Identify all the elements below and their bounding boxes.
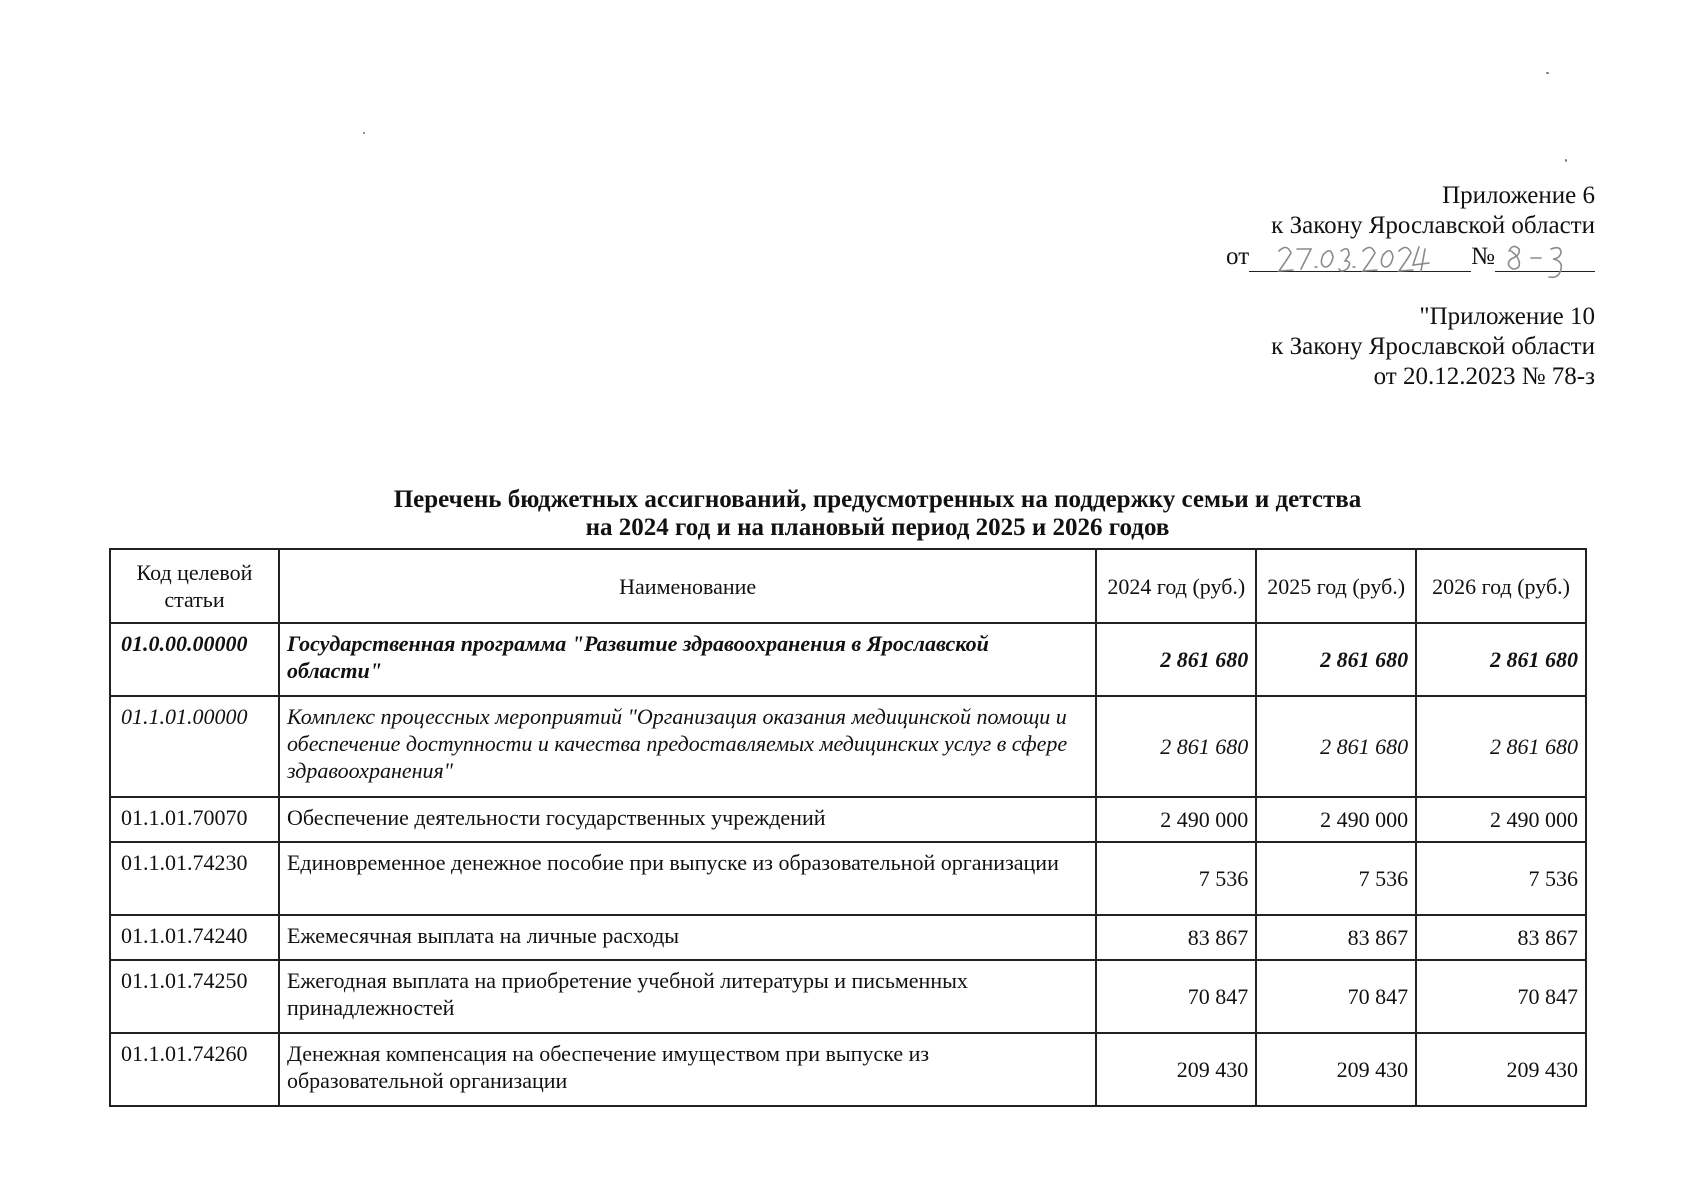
row-value-2024: 2 861 680 bbox=[1096, 623, 1256, 696]
row-code: 01.1.01.70070 bbox=[110, 797, 279, 842]
row-value-2026: 7 536 bbox=[1416, 842, 1586, 915]
row-value-2024: 83 867 bbox=[1096, 915, 1256, 960]
table-row bbox=[110, 696, 1586, 797]
header-name: Наименование bbox=[279, 549, 1096, 623]
header-2024: 2024 год (руб.) bbox=[1096, 549, 1256, 623]
row-value-2025: 2 861 680 bbox=[1256, 696, 1416, 797]
row-value-2025: 7 536 bbox=[1256, 842, 1416, 915]
table-row bbox=[110, 915, 1586, 960]
row-name: Обеспечение деятельности государственных учреждений bbox=[279, 797, 1096, 842]
row-value-2026: 2 490 000 bbox=[1416, 797, 1586, 842]
row-value-2026: 2 861 680 bbox=[1416, 696, 1586, 797]
row-value-2025: 209 430 bbox=[1256, 1033, 1416, 1106]
row-value-2026: 2 861 680 bbox=[1416, 623, 1586, 696]
attachment-law: к Закону Ярославской области bbox=[1271, 212, 1595, 239]
header-2025: 2025 год (руб.) bbox=[1256, 549, 1416, 623]
original-attachment-date: от 20.12.2023 № 78-з bbox=[1373, 363, 1595, 390]
row-value-2024: 7 536 bbox=[1096, 842, 1256, 915]
row-value-2024: 2 490 000 bbox=[1096, 797, 1256, 842]
table-header-row bbox=[110, 549, 1586, 623]
document-title bbox=[0, 486, 1697, 542]
table-row bbox=[110, 797, 1586, 842]
scan-speck bbox=[1565, 159, 1567, 162]
header-code: Код целевой статьи bbox=[110, 549, 279, 623]
document-title-line2: на 2024 год и на плановый период 2025 и 2026 годов bbox=[585, 514, 1170, 541]
table-row bbox=[110, 1033, 1586, 1106]
row-value-2025: 2 861 680 bbox=[1256, 623, 1416, 696]
row-code: 01.1.01.00000 bbox=[110, 696, 279, 797]
original-attachment-title: "Приложение 10 bbox=[1419, 303, 1595, 330]
row-value-2025: 83 867 bbox=[1256, 915, 1416, 960]
row-value-2025: 70 847 bbox=[1256, 960, 1416, 1033]
row-code: 01.0.00.00000 bbox=[110, 623, 279, 696]
row-code: 01.1.01.74240 bbox=[110, 915, 279, 960]
row-value-2026: 209 430 bbox=[1416, 1033, 1586, 1106]
row-code: 01.1.01.74260 bbox=[110, 1033, 279, 1106]
row-name: Денежная компенсация на обеспечение имуществом при выпуске из образовательной организации bbox=[279, 1033, 1096, 1106]
row-name: Ежемесячная выплата на личные расходы bbox=[279, 915, 1096, 960]
row-name: Единовременное денежное пособие при выпуске из образовательной организации bbox=[279, 842, 1096, 915]
date-prefix: от bbox=[1226, 243, 1250, 270]
row-value-2026: 70 847 bbox=[1416, 960, 1586, 1033]
row-value-2024: 2 861 680 bbox=[1096, 696, 1256, 797]
budget-table bbox=[109, 548, 1587, 1107]
document-title-line1: Перечень бюджетных ассигнований, предусмотренных на поддержку семьи и детства bbox=[393, 486, 1362, 513]
attachment-header bbox=[1226, 181, 1595, 392]
row-value-2024: 209 430 bbox=[1096, 1033, 1256, 1106]
attachment-title: Приложение 6 bbox=[1442, 182, 1595, 209]
scan-speck bbox=[363, 132, 365, 134]
table-row bbox=[110, 960, 1586, 1033]
row-name: Государственная программа "Развитие здравоохранения в Ярославской области" bbox=[279, 623, 1096, 696]
handwritten-number bbox=[1495, 241, 1595, 272]
row-name: Комплекс процессных мероприятий "Организация оказания медицинской помощи и обеспечение доступности и качества предоставляемых медицинских услуг в сфере здравоохранения" bbox=[279, 696, 1096, 797]
attachment-date-number bbox=[1226, 241, 1595, 272]
original-attachment-law: к Закону Ярославской области bbox=[1271, 333, 1595, 360]
handwritten-date bbox=[1249, 241, 1471, 272]
number-sign: № bbox=[1471, 243, 1495, 270]
scan-speck bbox=[1546, 72, 1549, 74]
row-name: Ежегодная выплата на приобретение учебной литературы и письменных принадлежностей bbox=[279, 960, 1096, 1033]
table-row bbox=[110, 842, 1586, 915]
handwritten-date-scribble bbox=[1249, 241, 1471, 271]
handwritten-number-scribble bbox=[1495, 241, 1595, 271]
row-value-2025: 2 490 000 bbox=[1256, 797, 1416, 842]
row-value-2026: 83 867 bbox=[1416, 915, 1586, 960]
header-2026: 2026 год (руб.) bbox=[1416, 549, 1586, 623]
row-value-2024: 70 847 bbox=[1096, 960, 1256, 1033]
row-code: 01.1.01.74230 bbox=[110, 842, 279, 915]
table-row bbox=[110, 623, 1586, 696]
row-code: 01.1.01.74250 bbox=[110, 960, 279, 1033]
